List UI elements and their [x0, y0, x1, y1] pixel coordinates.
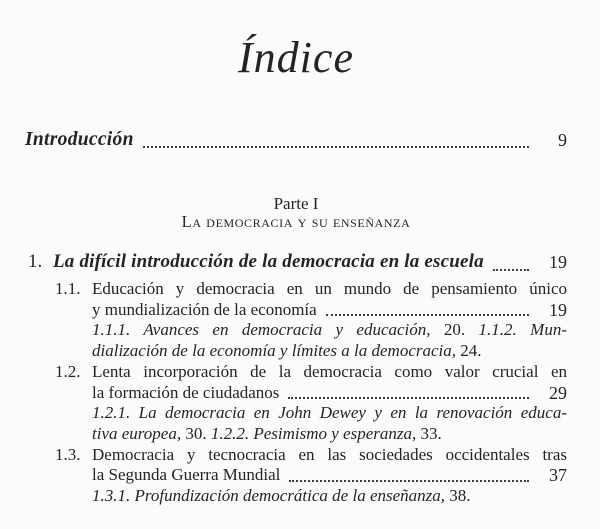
toc-subsection-line: [25, 424, 567, 445]
chapter-number: 1.: [28, 251, 43, 272]
subsection-page-ref: 30.: [185, 423, 211, 443]
section-body: [92, 445, 567, 486]
section-line: Educación y democracia en un mundo de pensamiento único: [92, 279, 567, 298]
subsection-page-ref: 33.: [420, 423, 442, 443]
page-number: 9: [558, 130, 567, 150]
section-leader-line: [92, 383, 567, 404]
section-leader-line: [92, 465, 567, 486]
part-label: Parte I: [273, 194, 319, 213]
section-body: [92, 362, 567, 403]
subsection-text: 1.2.2. Pesimismo y esperanza,: [210, 423, 421, 443]
toc-entry-introduction: [25, 128, 567, 152]
dotted-leader: [493, 249, 529, 271]
subsection-page-ref: 20.: [443, 320, 479, 340]
section-line: y mundialización de la economía: [92, 299, 317, 319]
toc-entry-section-1-2: [25, 362, 567, 403]
subsection-text: dialización de la economía y límites a la democracia,: [92, 341, 461, 361]
dotted-leader: [288, 383, 529, 400]
toc-subsection-line: [25, 486, 567, 507]
section-number: 1.1.: [55, 279, 81, 298]
subsection-text: 1.1.1. Avances en democracia y educación,: [92, 320, 444, 340]
toc-subsection-line: [25, 341, 567, 362]
subsection-page-ref: 38.: [449, 486, 471, 506]
section-line: la Segunda Guerra Mundial: [92, 465, 281, 485]
page-number: 19: [549, 299, 567, 320]
toc-entry-chapter: [25, 249, 567, 275]
dotted-leader: [326, 300, 529, 317]
section-line: Democracia y tecnocracia en las sociedades occidentales tras: [92, 444, 567, 464]
part-subtitle: La democracia y su enseñanza: [181, 212, 411, 231]
toc-entry-section-1-3: [25, 445, 567, 486]
subsection-text: 1.1.2. Mun-: [478, 320, 568, 340]
section-leader-line: [92, 300, 567, 321]
subsection-text: tiva europea,: [92, 423, 186, 443]
section-body: [92, 279, 567, 320]
introduction-label: Introducción: [25, 129, 134, 150]
section-number: 1.2.: [55, 361, 81, 381]
page-number: 37: [549, 465, 567, 486]
chapter-title: La difícil introducción de la democracia en la escuela: [53, 251, 484, 272]
section-line: la formación de ciudadanos: [92, 382, 280, 402]
toc-subsection-line: [25, 403, 567, 424]
dotted-leader: [143, 128, 529, 148]
page-number: 19: [549, 252, 567, 272]
subsection-text: 1.2.1. La democracia en John Dewey y en la renovación educa-: [92, 403, 567, 423]
section-number: 1.3.: [55, 444, 81, 464]
page-title: Índice: [238, 33, 354, 82]
toc-body: [25, 249, 567, 507]
toc-subsection-line: [25, 320, 567, 341]
section-line: Lenta incorporación de la democracia como valor crucial en: [92, 361, 567, 381]
subsection-page-ref: 24.: [460, 341, 482, 361]
toc-entry-section-1-1: [25, 279, 567, 320]
page-number: 29: [549, 382, 567, 403]
part-heading: [25, 195, 567, 230]
dotted-leader: [289, 465, 529, 482]
subsection-text: 1.3.1. Profundización democrática de la enseñanza,: [92, 486, 450, 506]
